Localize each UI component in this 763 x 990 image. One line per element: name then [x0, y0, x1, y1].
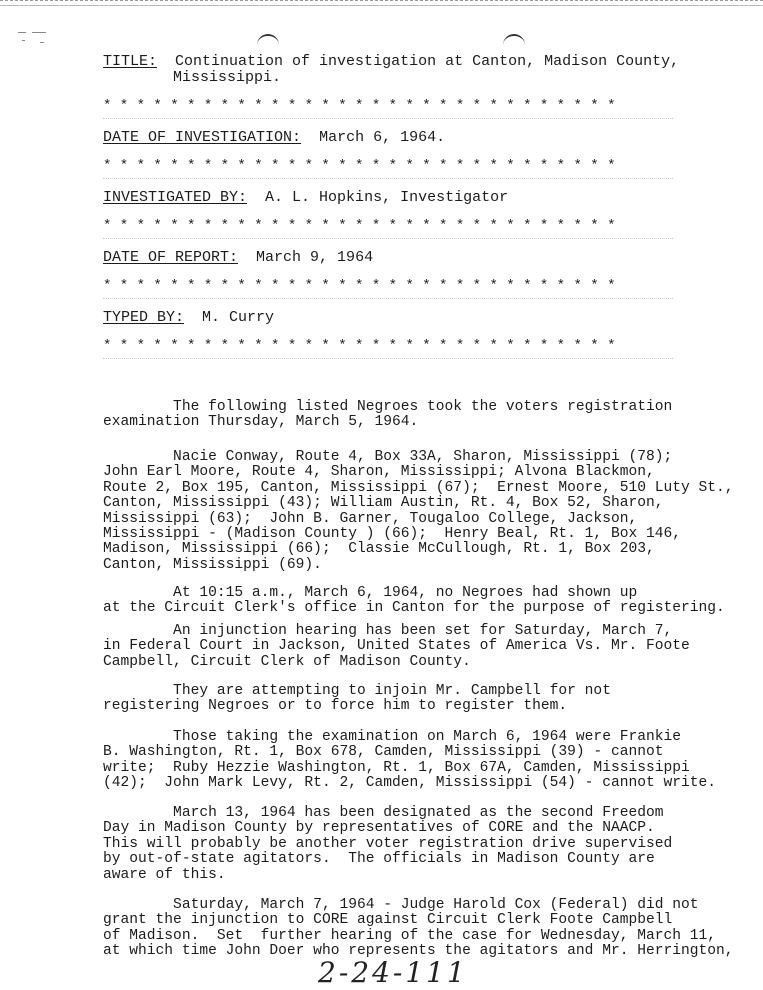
- separator: * * * * * * * * * * * * * * * * * * * * * * * * * * * * * * *: [103, 158, 616, 174]
- punch-hole-mark: [257, 34, 279, 46]
- paragraph: [103, 450, 758, 573]
- text-line: An injunction hearing has been set for Saturday, March 7,: [103, 623, 673, 639]
- dotted-rule: [103, 298, 673, 300]
- typed-by-label: TYPED BY:: [103, 309, 185, 326]
- date-of-report-label: DATE OF REPORT:: [103, 249, 239, 266]
- text-line: examination Thursday, March 5, 1964.: [103, 414, 419, 431]
- investigated-by-value: A. L. Hopkins, Investigator: [265, 189, 509, 206]
- paragraph: [103, 586, 758, 617]
- text-line: of Madison. Set further hearing of the case for Wednesday, March 11,: [103, 927, 717, 944]
- text-line: (42); John Mark Levy, Rt. 2, Camden, Mississippi (54) - cannot write.: [103, 775, 717, 792]
- text-line: in Federal Court in Jackson, United States of America Vs. Mr. Foote: [103, 638, 690, 655]
- text-line: Mississippi (63); John B. Garner, Tougaloo College, Jackson,: [103, 510, 638, 527]
- text-line: B. Washington, Rt. 1, Box 678, Camden, Mississippi (39) - cannot: [103, 744, 664, 761]
- separator: * * * * * * * * * * * * * * * * * * * * * * * * * * * * * * *: [103, 338, 616, 354]
- text-line: Nacie Conway, Route 4, Box 33A, Sharon, Mississippi (78);: [103, 449, 673, 465]
- date-of-report-row: [103, 250, 373, 266]
- text-line: Day in Madison County by representatives of CORE and the NAACP.: [103, 820, 655, 837]
- handwritten-file-number: 2-24-111: [318, 956, 468, 989]
- punch-hole-mark: [503, 34, 525, 46]
- text-line: Mississippi - (Madison County ) (66); Henry Beal, Rt. 1, Box 146,: [103, 526, 682, 543]
- text-line: at which time John Doer who represents the agitators and Mr. Herrington,: [103, 943, 734, 960]
- text-line: at the Circuit Clerk's office in Canton for the purpose of registering.: [103, 600, 725, 617]
- text-line: registering Negroes or to force him to register them.: [103, 698, 568, 715]
- text-line: Those taking the examination on March 6, 1964 were Frankie: [103, 729, 682, 745]
- paragraph: [103, 806, 758, 883]
- title-label: TITLE:: [103, 53, 158, 70]
- text-line: John Earl Moore, Route 4, Sharon, Mississippi; Alvona Blackmon,: [103, 464, 655, 481]
- text-line: This will probably be another voter registration drive supervised: [103, 835, 673, 852]
- investigated-by-row: [103, 190, 508, 206]
- text-line: At 10:15 a.m., March 6, 1964, no Negroes had shown up: [103, 585, 638, 601]
- scan-marks: [18, 30, 68, 50]
- scan-top-edge: [0, 0, 763, 6]
- text-line: Saturday, March 7, 1964 - Judge Harold Cox (Federal) did not: [103, 897, 699, 913]
- text-line: write; Ruby Hezzie Washington, Rt. 1, Box 67A, Camden, Mississippi: [103, 759, 690, 776]
- separator: * * * * * * * * * * * * * * * * * * * * * * * * * * * * * * *: [103, 218, 616, 234]
- date-of-investigation-label: DATE OF INVESTIGATION:: [103, 129, 302, 146]
- dotted-rule: [103, 118, 673, 120]
- text-line: Canton, Mississippi (69).: [103, 556, 322, 573]
- text-line: The following listed Negroes took the voters registration: [103, 399, 673, 415]
- text-line: aware of this.: [103, 866, 226, 883]
- paragraph: [103, 624, 758, 670]
- investigated-by-label: INVESTIGATED BY:: [103, 189, 248, 206]
- dotted-rule: [103, 238, 673, 240]
- text-line: March 13, 1964 has been designated as the second Freedom: [103, 805, 664, 821]
- paragraph: [103, 684, 758, 715]
- typed-by-value: M. Curry: [202, 309, 275, 326]
- date-of-report-value: March 9, 1964: [256, 249, 374, 266]
- text-line: They are attempting to injoin Mr. Campbell for not: [103, 683, 611, 699]
- title-text: Continuation of investigation at Canton, Madison County,: [175, 53, 680, 70]
- date-of-investigation-row: [103, 130, 445, 146]
- text-line: Canton, Mississippi (43); William Austin, Rt. 4, Box 52, Sharon,: [103, 495, 664, 512]
- separator: * * * * * * * * * * * * * * * * * * * * * * * * * * * * * * *: [103, 98, 616, 114]
- dotted-rule: [103, 178, 673, 180]
- text-line: Campbell, Circuit Clerk of Madison County.: [103, 653, 471, 670]
- typed-by-row: [103, 310, 274, 326]
- paragraph: [103, 400, 758, 431]
- title-row: [103, 54, 679, 70]
- text-line: by out-of-state agitators. The officials in Madison County are: [103, 851, 655, 868]
- text-line: grant the injunction to CORE against Circuit Clerk Foote Campbell: [103, 912, 673, 929]
- title-text-line2: Mississippi.: [173, 69, 282, 86]
- dotted-rule: [103, 358, 673, 360]
- text-line: Route 2, Box 195, Canton, Mississippi (67); Ernest Moore, 510 Luty St.,: [103, 479, 734, 496]
- paragraph: [103, 730, 758, 792]
- paragraph: [103, 898, 758, 960]
- date-of-investigation-value: March 6, 1964.: [319, 129, 446, 146]
- text-line: Madison, Mississippi (66); Classie McCullough, Rt. 1, Box 203,: [103, 541, 655, 558]
- separator: * * * * * * * * * * * * * * * * * * * * * * * * * * * * * * *: [103, 278, 616, 294]
